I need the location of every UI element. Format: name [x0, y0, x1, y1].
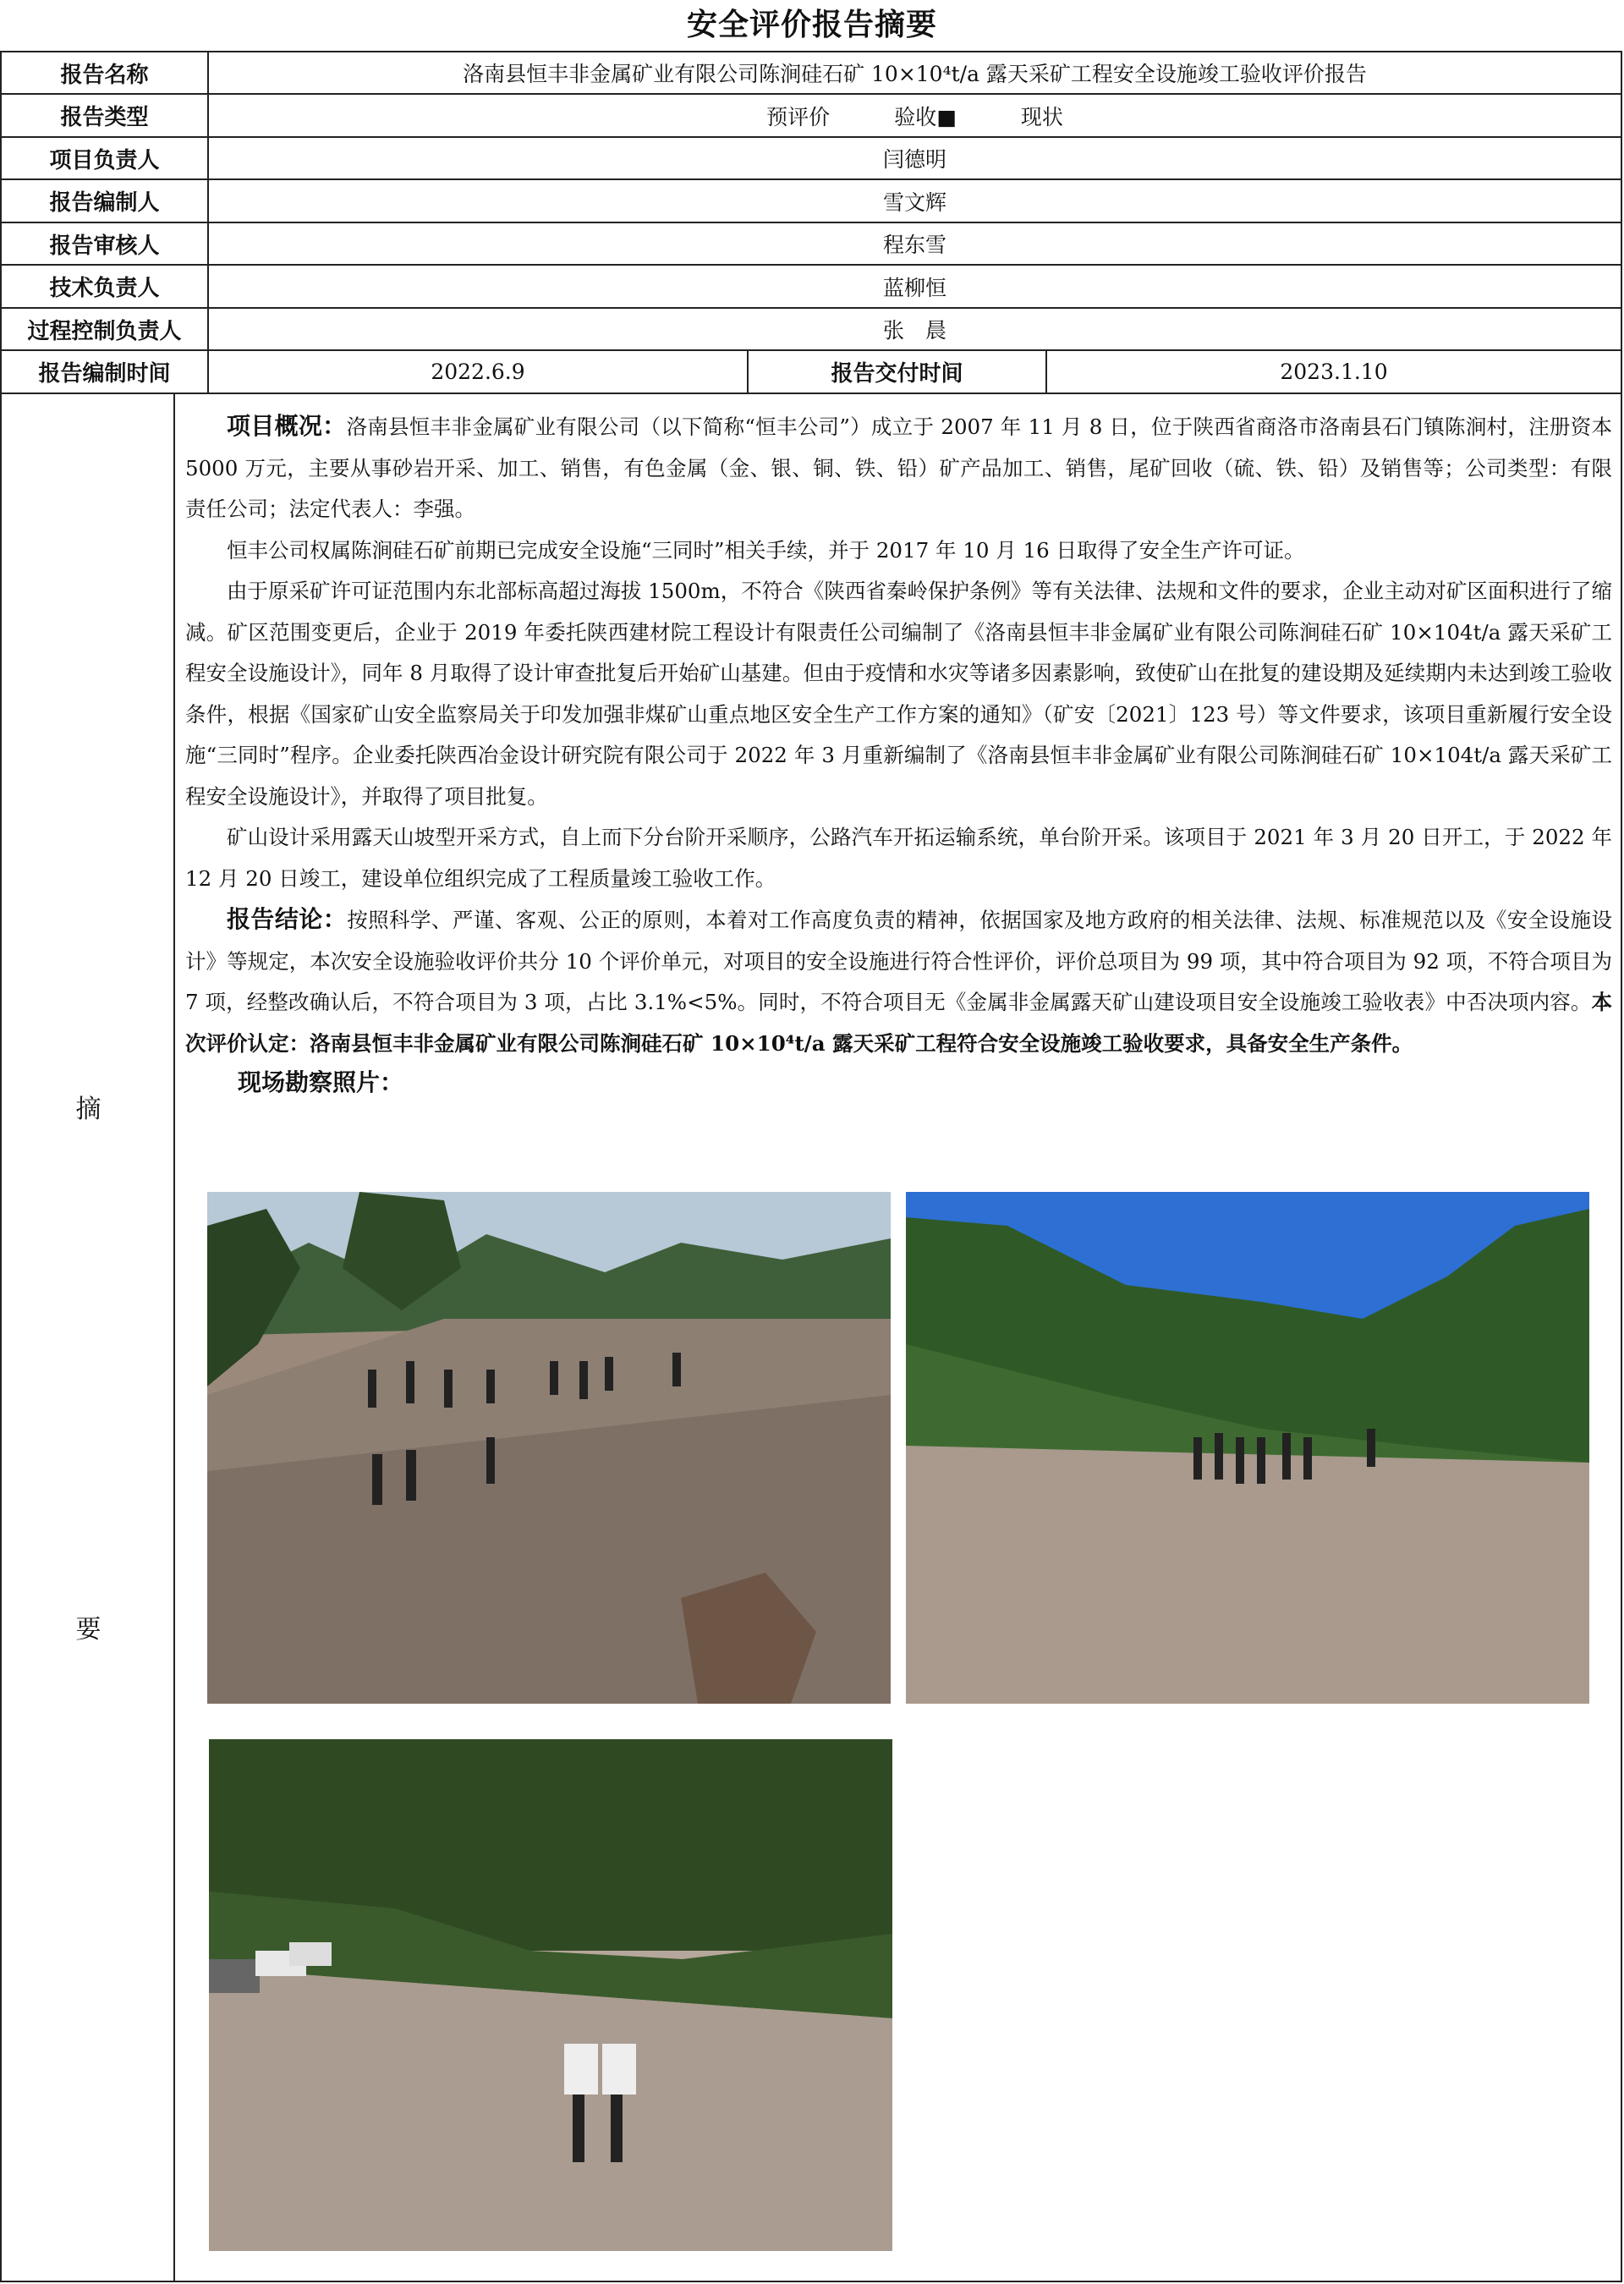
row-tech-lead — [2, 266, 1621, 309]
page-title: 安全评价报告摘要 — [686, 7, 937, 42]
report-type-status: 现状 — [1020, 104, 1063, 129]
conclusion-heading: 报告结论： — [227, 905, 348, 933]
process-lead-label: 过程控制负责人 — [2, 309, 209, 349]
summary-char-zhai: 摘 — [75, 1095, 102, 1124]
overview-paragraph-4: 矿山设计采用露天山坡型开采方式，自上而下分台阶开采顺序，公路汽车开拓运输系统，单台阶开采。该项目于 2021 年 3 月 20 日开工，于 2022 年 12 月 20 日竣工，建设单位组织完成了工程质量竣工验收工作。 — [185, 825, 1612, 891]
overview-paragraph-1 — [185, 406, 1612, 530]
row-compiler — [2, 180, 1621, 223]
summary-table — [0, 51, 1622, 2282]
tech-lead-value: 蓝柳恒 — [882, 275, 946, 300]
summary-side-label — [2, 394, 175, 2281]
deliver-date-label: 报告交付时间 — [749, 351, 1047, 393]
row-process-lead — [2, 309, 1621, 351]
conclusion-bold: 本次评价认定：洛南县恒丰非金属矿业有限公司陈涧硅石矿 10×10⁴t/a 露天采矿工程符合安全设施竣工验收要求，具备安全生产条件。 — [185, 990, 1612, 1056]
report-name-value: 洛南县恒丰非金属矿业有限公司陈涧硅石矿 10×10⁴t/a 露天采矿工程安全设施竣工验收评价报告 — [463, 62, 1367, 86]
report-type-label: 报告类型 — [2, 95, 209, 136]
site-photo-2-image — [906, 1192, 1589, 1704]
site-photo-3-image — [209, 1739, 892, 2251]
summary-char-yao: 要 — [75, 1615, 102, 1644]
compile-date-label: 报告编制时间 — [2, 351, 209, 393]
report-type-options — [209, 95, 1621, 136]
report-type-pre: 预评价 — [766, 104, 831, 129]
site-photo-2 — [906, 1192, 1589, 1704]
row-dates — [2, 351, 1621, 394]
reviewer-value: 程东雪 — [882, 233, 946, 257]
photos-heading: 现场勘察照片： — [238, 1068, 404, 1096]
project-lead-value: 闫德明 — [882, 147, 946, 172]
compiler-value: 雪文辉 — [882, 189, 946, 215]
row-project-lead — [2, 138, 1621, 180]
report-type-acceptance: 验收■ — [894, 104, 957, 129]
overview-paragraph-2: 恒丰公司权属陈涧硅石矿前期已完成安全设施“三同时”相关手续，并于 2017 年 10 月 16 日取得了安全生产许可证。 — [227, 537, 1305, 563]
compiler-label: 报告编制人 — [2, 180, 209, 222]
conclusion-text: 按照科学、严谨、客观、公正的原则，本着对工作高度负责的精神，依据国家及地方政府的相关法律、法规、标准规范以及《安全设施设计》等规定，本次安全设施验收评价共分 10 个评价单元，对项目的安全设施进行符合性评价，评价总项目为 99 项，其中符合项目为 92 项，不符合项目为 7 项，经整改确认后，不符合项目为 3 项，占比 3.1%<5%。同时，不符合项目无《金属非金属露天矿山建设项目安全设施竣工验收表》中否决项内容。 — [185, 908, 1612, 1014]
overview-heading: 项目概况： — [227, 412, 347, 440]
deliver-date-value: 2023.1.10 — [1280, 360, 1388, 384]
site-photo-1 — [207, 1192, 891, 1704]
row-report-type — [2, 95, 1621, 138]
tech-lead-label: 技术负责人 — [2, 266, 209, 307]
row-reviewer — [2, 223, 1621, 266]
reviewer-label: 报告审核人 — [2, 223, 209, 264]
site-photo-1-image — [207, 1192, 891, 1704]
overview-paragraph-3: 由于原采矿许可证范围内东北部标高超过海拔 1500m，不符合《陕西省秦岭保护条例》等有关法律、法规和文件的要求，企业主动对矿区面积进行了缩减。矿区范围变更后，企业于 2019 年委托陕西建材院工程设计有限责任公司编制了《洛南县恒丰非金属矿业有限公司陈涧硅石矿 10×104t/a 露天采矿工程安全设施设计》，同年 8 月取得了设计审查批复后开始矿山基建。但由于疫情和水灾等诸多因素影响，致使矿山在批复的建设期及延续期内未达到竣工验收条件，根据《国家矿山安全监察局关于印发加强非煤矿山重点地区安全生产工作方案的通知》（矿安〔2021〕123 号）等文件要求，该项目重新履行安全设施“三同时”程序。企业委托陕西冶金设计研究院有限公司于 2022 年 3 月重新编制了《洛南县恒丰非金属矿业有限公司陈涧硅石矿 10×104t/a 露天采矿工程安全设施设计》，并取得了项目批复。 — [185, 579, 1612, 809]
conclusion-paragraph — [185, 899, 1612, 1064]
project-lead-label: 项目负责人 — [2, 138, 209, 178]
site-photo-3 — [209, 1739, 892, 2251]
process-lead-value: 张 晨 — [882, 318, 946, 343]
compile-date-value: 2022.6.9 — [209, 351, 749, 393]
report-name-label: 报告名称 — [2, 52, 209, 93]
row-report-name — [2, 52, 1621, 95]
overview-text-1: 洛南县恒丰非金属矿业有限公司（以下简称“恒丰公司”）成立于 2007 年 11 月 8 日，位于陕西省商洛市洛南县石门镇陈涧村，注册资本 5000 万元，主要从事砂岩开采、加工、销售，有色金属（金、银、铜、铁、铅）矿产品加工、销售，尾矿回收（硫、铁、铅）及销售等；公司类型：有限责任公司；法定代表人：李强。 — [185, 415, 1612, 521]
